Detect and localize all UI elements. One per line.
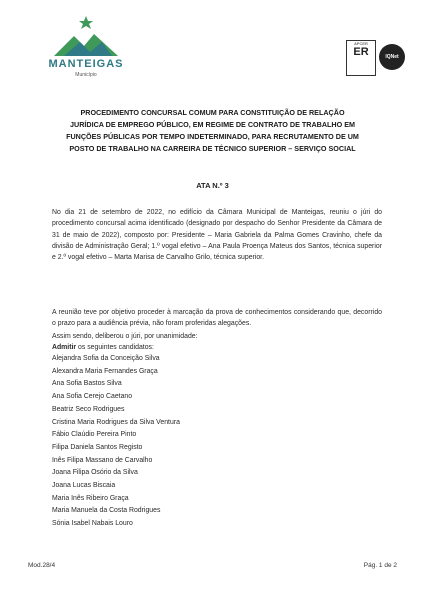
logo-name: MANTEIGAS xyxy=(48,58,124,70)
list-item: Fábio Claúdio Pereira Pinto xyxy=(52,431,137,439)
list-item: Joana Filipa Osório da Silva xyxy=(52,469,138,477)
list-item: Ana Sofia Bastos Silva xyxy=(52,380,122,388)
title-line: PROCEDIMENTO CONCURSAL COMUM PARA CONSTITUIÇÃO DE RELAÇÃO xyxy=(80,108,345,117)
mountain-star-icon xyxy=(40,14,132,60)
list-item: Alejandra Sofia da Conceição Silva xyxy=(52,355,160,362)
admit-word: Admitir xyxy=(52,344,77,351)
title-line: FUNÇÕES PÚBLICAS POR TEMPO INDETERMINADO, PARA RECRUTAMENTO DE UM xyxy=(66,132,359,141)
admit-rest: os seguintes candidatos: xyxy=(76,344,154,351)
iqnet-label: IQNet xyxy=(385,54,399,60)
list-item: Beatriz Seco Rodrigues xyxy=(52,405,125,413)
deliberation-paragraph: Assim sendo, deliberou o júri, por unanimidade: xyxy=(52,333,198,340)
apcer-mark: ER xyxy=(353,46,369,58)
title-line: POSTO DE TRABALHO NA CARREIRA DE TÉCNICO SUPERIOR – SERVIÇO SOCIAL xyxy=(69,144,356,153)
title-line: JURÍDICA DE EMPREGO PÚBLICO, EM REGIME DE CONTRATO DE TRABALHO EM xyxy=(70,120,355,129)
list-item: Alexandra Maria Fernandes Graça xyxy=(52,367,158,375)
logo-subtitle: Município xyxy=(75,72,97,78)
list-item: Maria Manuela da Costa Rodrigues xyxy=(52,507,161,515)
list-item: Sónia Isabel Nabais Louro xyxy=(52,520,133,528)
opening-paragraph: No dia 21 de setembro de 2022, no edifício da Câmara Municipal de Manteigas, reuniu o júri do procedimento concursal acima identificado (designado por despacho do Senhor Presidente da Câmara de 31 de maio de 2022), composto por: Presidente – Maria Gabriela da Palma Gomes Cravinho, chefe da divisão de Administração Geral; 1.º vogal efetivo – Ana Paula Proença Mateus dos Santos, técnica superior e 2.º vogal efetivo – Marta Marisa de Carvalho Grilo, técnica superior. xyxy=(52,209,382,262)
admit-heading xyxy=(52,342,382,353)
list-item: Maria Inês Ribeiro Graça xyxy=(52,494,129,502)
minutes-number: ATA N.º 3 xyxy=(196,181,229,190)
list-item: Joana Lucas Biscaia xyxy=(52,482,116,490)
list-item: Inês Filipa Massano de Carvalho xyxy=(52,456,153,464)
apcer-label: APCER xyxy=(354,41,368,46)
list-item: Cristina Maria Rodrigues da Silva Ventura xyxy=(52,418,180,426)
form-code: Mod.28/4 xyxy=(28,562,56,569)
apcer-certification-badge xyxy=(346,40,376,76)
document-title xyxy=(50,107,375,155)
list-item: Ana Sofia Cerejo Caetano xyxy=(52,393,133,401)
list-item: Filipa Daniela Santos Registo xyxy=(52,443,143,451)
page-number: Pág. 1 de 2 xyxy=(363,562,397,569)
purpose-paragraph: A reunião teve por objetivo proceder à marcação da prova de conhecimentos considerando que, decorrido o prazo para a audiência prévia, não foram proferidas alegações. xyxy=(52,309,382,328)
iqnet-certification-badge xyxy=(379,44,405,70)
candidate-list xyxy=(52,353,180,531)
municipality-logo xyxy=(40,14,132,84)
